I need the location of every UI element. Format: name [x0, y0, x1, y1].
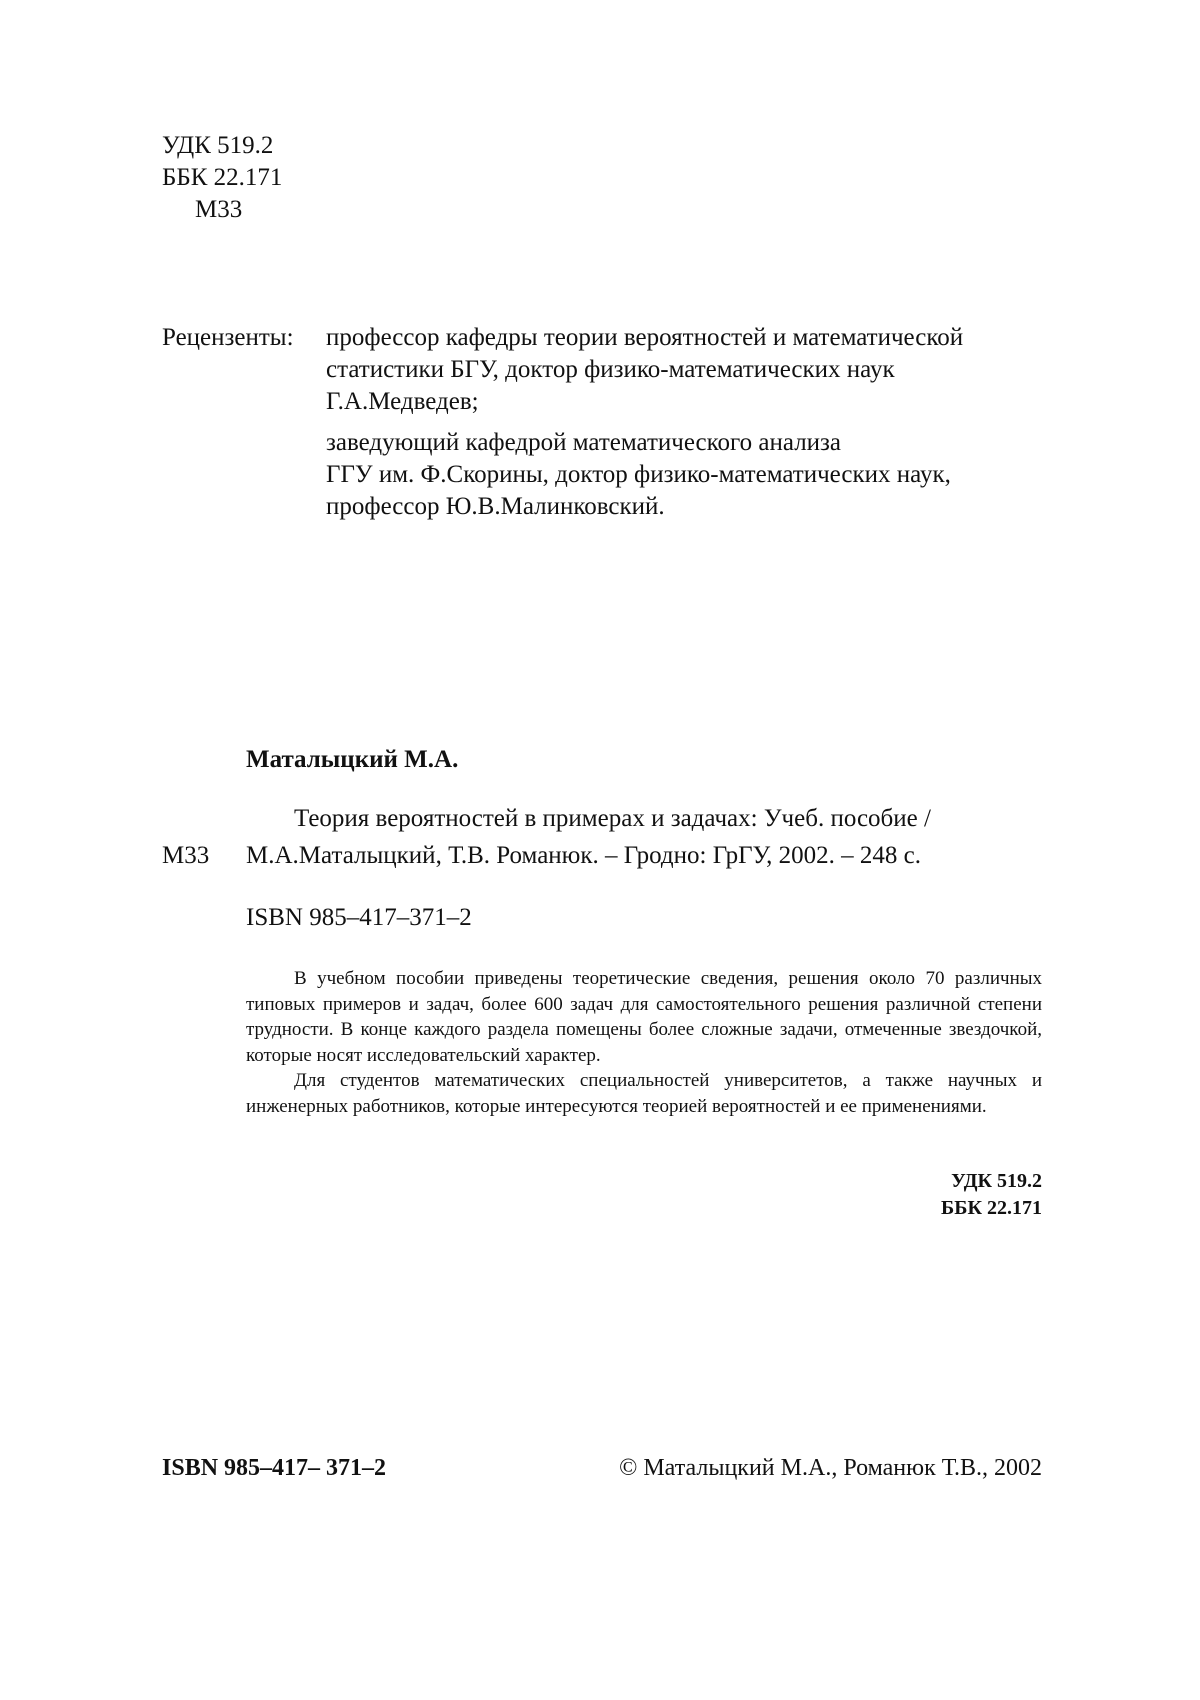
- reviewers-list: [326, 322, 1042, 523]
- classification-block-top: [162, 130, 282, 226]
- reviewers-block: [162, 322, 1042, 532]
- reviewer-line: Г.А.Медведев;: [326, 388, 479, 415]
- author-heading: Маталыцкий М.А.: [246, 746, 459, 773]
- reviewer-medvedev: [326, 322, 1042, 418]
- reviewers-label: Рецензенты:: [162, 324, 294, 351]
- bibliographic-description: [162, 800, 1042, 874]
- reviewer-line: профессор кафедры теории вероятностей и математической: [326, 324, 964, 351]
- book-title-line: Теория вероятностей в примерах и задачах: Учеб. пособие /: [294, 805, 931, 832]
- book-details-line: М.А.Маталыцкий, Т.В. Романюк. – Гродно: ГрГУ, 2002. – 248 с.: [246, 842, 922, 869]
- reviewer-line: статистики БГУ, доктор физико-математических наук: [326, 356, 895, 383]
- book-details-row: [162, 837, 1042, 874]
- copyright-notice: © Маталыцкий М.А., Романюк Т.В., 2002: [619, 1455, 1042, 1481]
- abstract-block: [246, 966, 1042, 1119]
- author-code: М33: [195, 196, 243, 223]
- isbn-number: ISBN 985–417–371–2: [246, 904, 472, 931]
- udk-code: УДК 519.2: [162, 132, 274, 159]
- reviewer-malinkovsky: [326, 427, 1042, 523]
- bbk-code-bottom: ББК 22.171: [941, 1197, 1042, 1219]
- footer-isbn: ISBN 985–417– 371–2: [162, 1455, 387, 1481]
- abstract-paragraph: В учебном пособии приведены теоретические сведения, решения около 70 различных типовых примеров и задач, более 600 задач для самостоятельного решения различной степени трудности. В конце каждого раздела помещены более сложные задачи, отмеченные звездочкой, которые носят исследовательский характер.: [246, 968, 1042, 1066]
- author-code-margin: М33: [162, 842, 210, 869]
- classification-block-bottom: [941, 1168, 1042, 1222]
- bbk-code: ББК 22.171: [162, 164, 283, 191]
- reviewer-line: профессор Ю.В.Малинковский.: [326, 493, 665, 520]
- udk-code-bottom: УДК 519.2: [951, 1170, 1042, 1192]
- reviewer-line: заведующий кафедрой математического анализа: [326, 429, 842, 456]
- reviewer-line: ГГУ им. Ф.Скорины, доктор физико-математических наук,: [326, 461, 951, 488]
- abstract-paragraph: Для студентов математических специальностей университетов, а также научных и инженерных работников, которые интересуются теорией вероятностей и ее применениями.: [246, 1070, 1042, 1117]
